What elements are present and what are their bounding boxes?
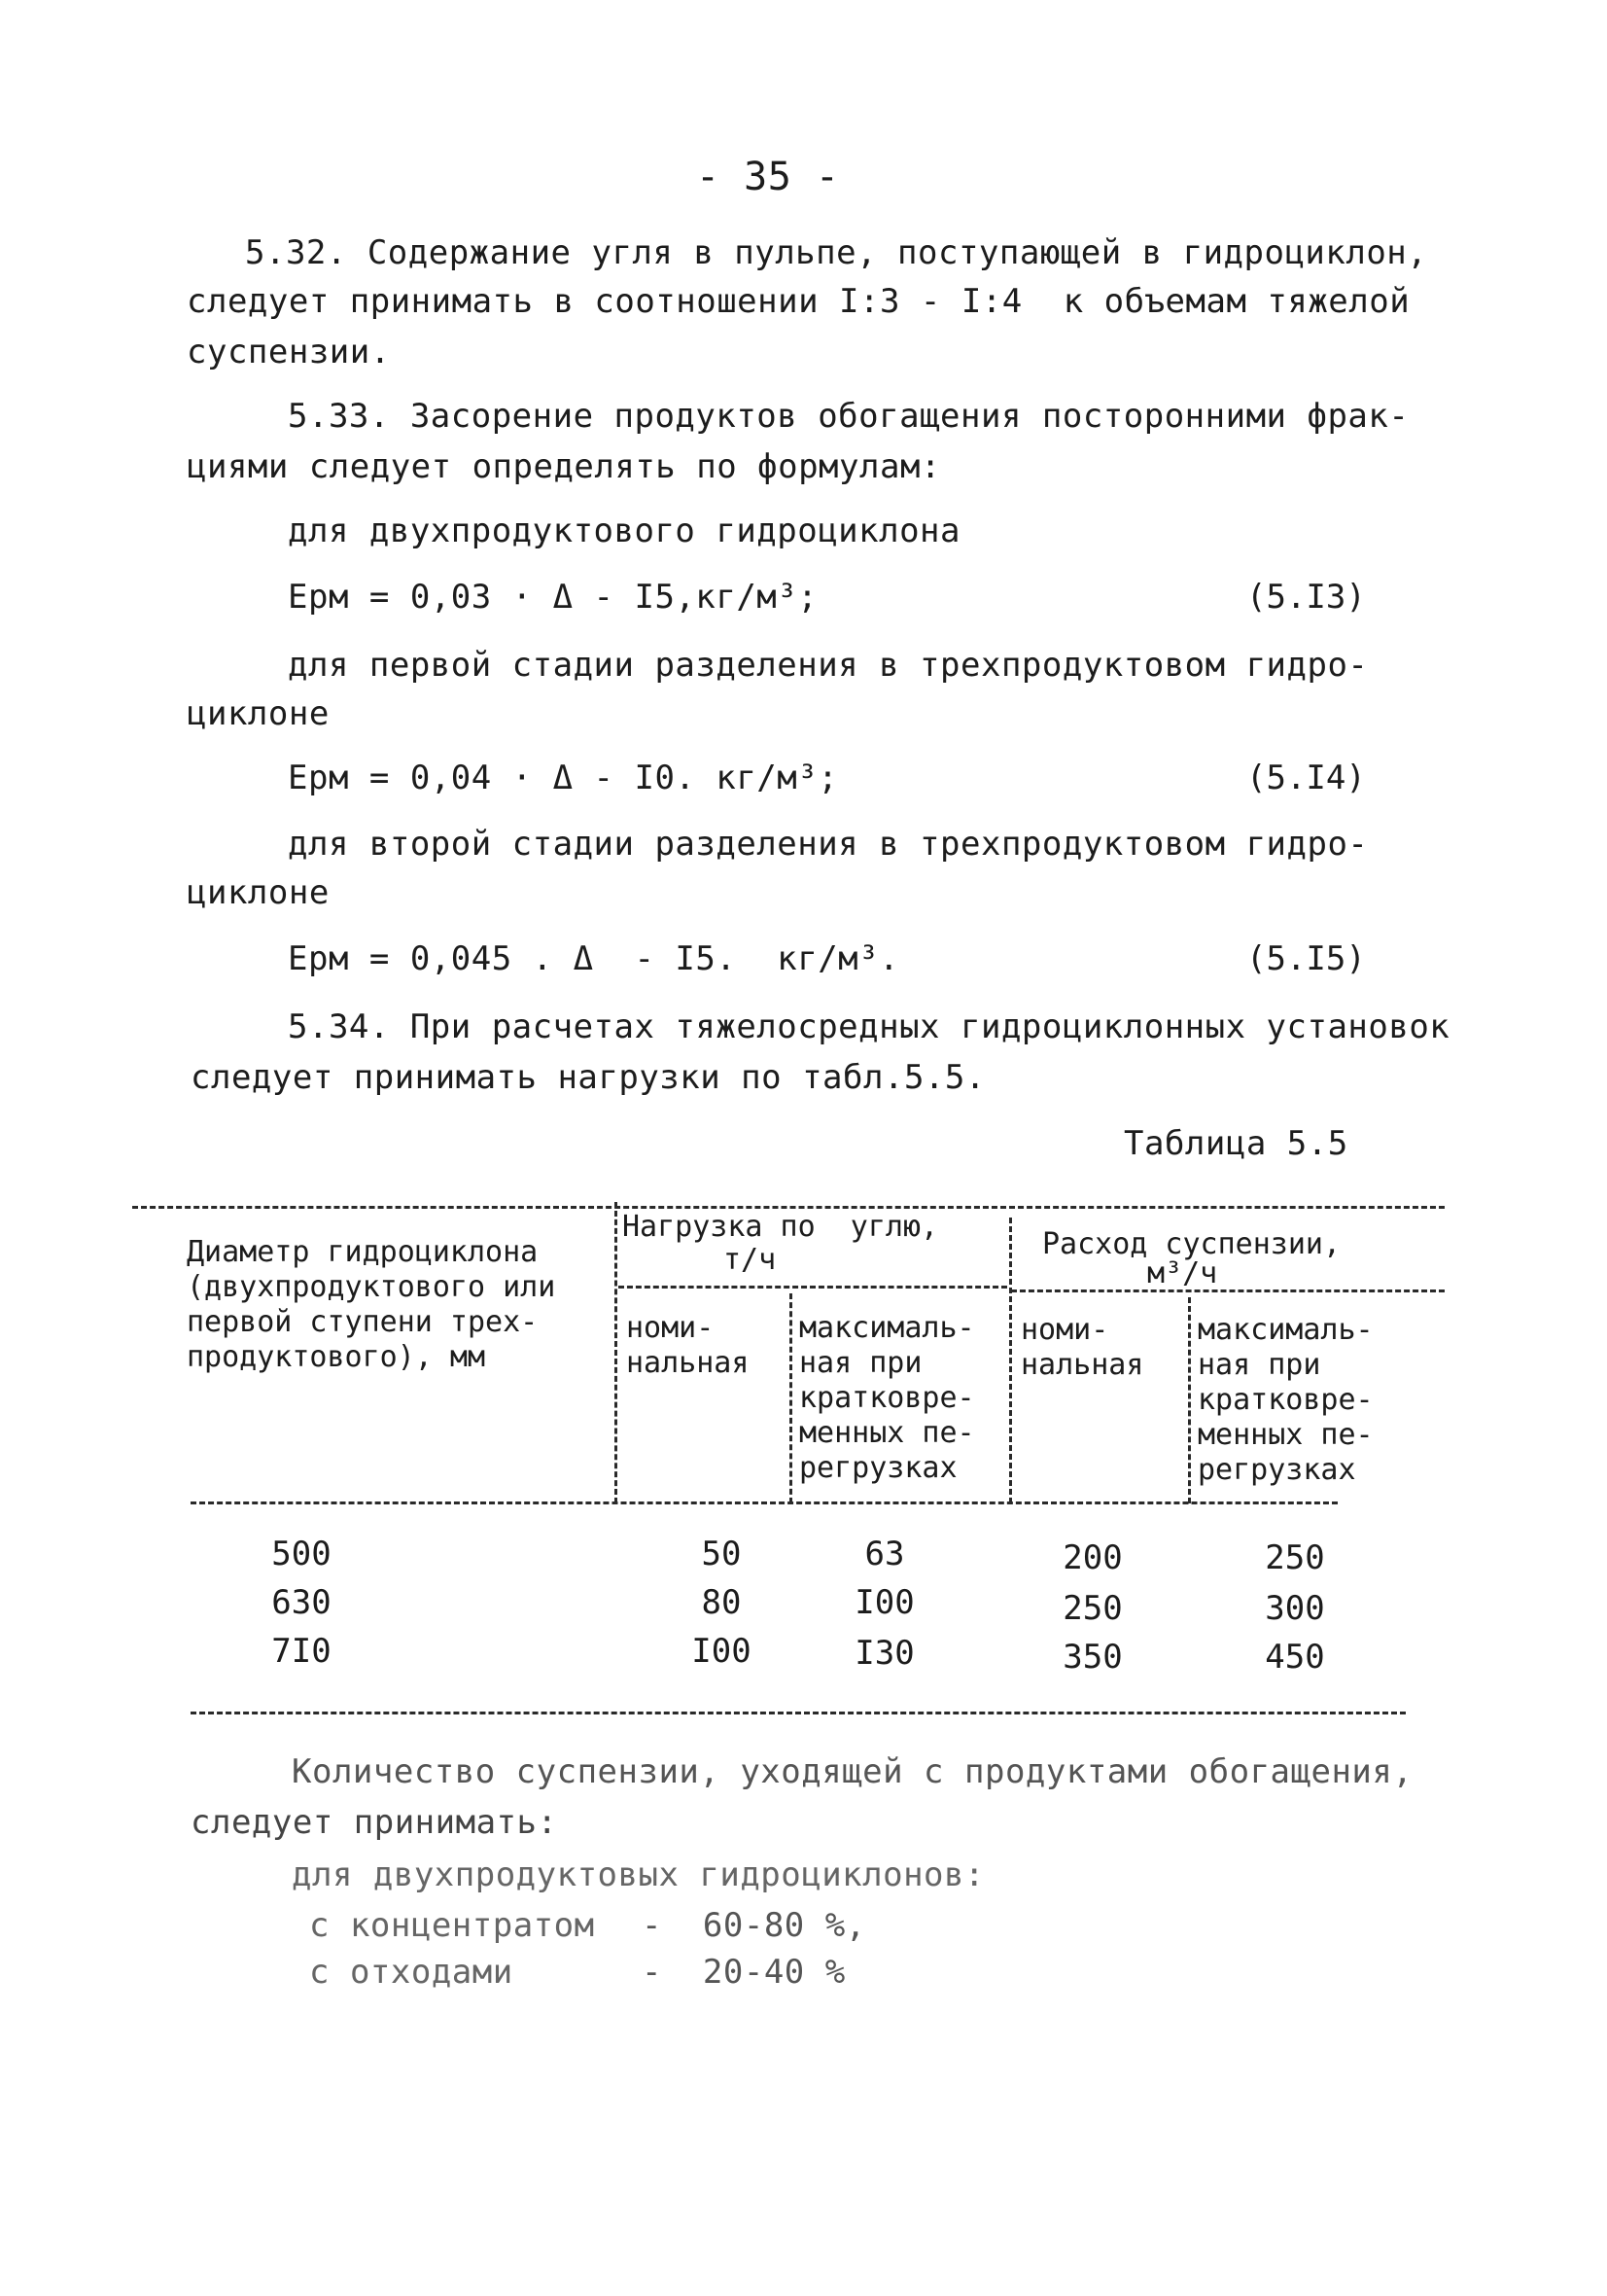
table-vline-4 (1188, 1297, 1191, 1503)
formula-1: Ерм = 0,03 · Δ - I5,кг/м³; (288, 578, 819, 617)
header-load-line-2: т/ч (723, 1243, 777, 1277)
table-row-3-load-nominal: I00 (691, 1632, 751, 1671)
table-header-sub-rule-left (618, 1286, 1007, 1289)
table-bottom-rule (191, 1712, 1406, 1714)
table-row-3-load-max: I30 (855, 1634, 915, 1673)
paragraph-5-32-line-1: 5.32. Содержание угля в пульпе, поступающей в гидроциклон, (245, 233, 1428, 272)
paragraph-5-32-line-2: следует принимать в соотношении I:3 - I:4 к объемам тяжелой (187, 282, 1411, 321)
list-item-2-label: с отходами (309, 1953, 513, 1992)
list-item-1-label: с концентратом (309, 1906, 595, 1945)
table-header-sub-rule-right (1011, 1289, 1445, 1292)
formula-2-number: (5.I4) (1246, 759, 1366, 797)
subheader-flow-max-line-4: менных пе- (1198, 1418, 1374, 1452)
subheader-load-max-line-3: кратковре- (799, 1381, 975, 1415)
paragraph-5-34-line-2: следует принимать нагрузки по табл.5.5. (191, 1058, 986, 1097)
subheader-flow-max-line-5: регрузках (1198, 1453, 1356, 1487)
formula-2: Ерм = 0,04 · Δ - I0. кг/м³; (288, 759, 839, 797)
formula-1-intro: для двухпродуктового гидроциклона (288, 512, 961, 550)
after-table-line-3: для двухпродуктовых гидроциклонов: (292, 1855, 985, 1894)
after-table-line-2: следует принимать: (191, 1803, 558, 1842)
formula-2-intro-line-1: для первой стадии разделения в трехпродуктовом гидро- (288, 646, 1369, 685)
formula-2-intro-line-2: циклоне (187, 694, 330, 733)
table-row-1-load-nominal: 50 (701, 1535, 742, 1573)
subheader-flow-max-line-3: кратковре- (1198, 1383, 1374, 1417)
table-row-3-flow-nominal: 350 (1063, 1638, 1123, 1677)
list-item-1-value: - 60-80 %, (642, 1906, 866, 1945)
table-header-bottom-rule (191, 1501, 1338, 1504)
table-row-1-diameter: 500 (271, 1535, 332, 1573)
subheader-load-max-line-5: регрузках (799, 1451, 958, 1485)
subheader-load-max-line-2: ная при (799, 1346, 923, 1380)
table-row-2-diameter: 630 (271, 1583, 332, 1622)
table-vline-3 (1009, 1218, 1012, 1503)
paragraph-5-32-line-3: суспензии. (187, 333, 391, 371)
header-flow-line-1: Расход суспензии, (1042, 1227, 1342, 1261)
subheader-flow-nominal-line-2: нальная (1021, 1348, 1144, 1382)
table-row-1-flow-max: 250 (1265, 1538, 1325, 1577)
formula-3-intro-line-2: циклоне (187, 873, 330, 912)
subheader-flow-max-line-1: максималь- (1198, 1313, 1374, 1347)
header-diameter-line-2: (двухпродуктового или (187, 1270, 556, 1304)
header-flow-line-2: м³/ч (1147, 1256, 1218, 1290)
subheader-load-max-line-1: максималь- (799, 1311, 975, 1345)
formula-3: Ерм = 0,045 . Δ - I5. кг/м³. (288, 939, 900, 978)
header-diameter-line-3: первой ступени трех- (187, 1305, 539, 1339)
table-top-rule (132, 1206, 1445, 1209)
header-diameter-line-1: Диаметр гидроциклона (187, 1235, 539, 1269)
formula-1-number: (5.I3) (1246, 578, 1366, 617)
table-vline-2 (789, 1293, 792, 1503)
table-row-2-load-max: I00 (855, 1583, 915, 1622)
table-row-1-flow-nominal: 200 (1063, 1538, 1123, 1577)
header-diameter-line-4: продуктового), мм (187, 1340, 486, 1374)
table-row-2-load-nominal: 80 (701, 1583, 742, 1622)
subheader-load-nominal-line-2: нальная (626, 1346, 750, 1380)
paragraph-5-33-line-2: циями следует определять по формулам: (187, 447, 941, 486)
page-number: - 35 - (696, 155, 840, 199)
subheader-flow-nominal-line-1: номи- (1021, 1313, 1109, 1347)
formula-3-intro-line-1: для второй стадии разделения в трехпродуктовом гидро- (288, 825, 1369, 864)
header-load-line-1: Нагрузка по углю, (622, 1210, 939, 1244)
formula-3-number: (5.I5) (1246, 939, 1366, 978)
table-row-1-load-max: 63 (864, 1535, 905, 1573)
paragraph-5-33-line-1: 5.33. Засорение продуктов обогащения посторонними фрак- (288, 397, 1410, 436)
subheader-load-nominal-line-1: номи- (626, 1311, 715, 1345)
table-row-3-diameter: 7I0 (271, 1632, 332, 1671)
table-row-3-flow-max: 450 (1265, 1638, 1325, 1677)
subheader-load-max-line-4: менных пе- (799, 1416, 975, 1450)
table-caption: Таблица 5.5 (1124, 1124, 1348, 1163)
paragraph-5-34-line-1: 5.34. При расчетах тяжелосредных гидроциклонных установок (288, 1007, 1450, 1046)
table-row-2-flow-max: 300 (1265, 1589, 1325, 1628)
table-row-2-flow-nominal: 250 (1063, 1589, 1123, 1628)
subheader-flow-max-line-2: ная при (1198, 1348, 1321, 1382)
list-item-2-value: - 20-40 % (642, 1953, 846, 1992)
after-table-line-1: Количество суспензии, уходящей с продуктами обогащения, (292, 1752, 1414, 1791)
table-vline-1 (614, 1202, 617, 1503)
